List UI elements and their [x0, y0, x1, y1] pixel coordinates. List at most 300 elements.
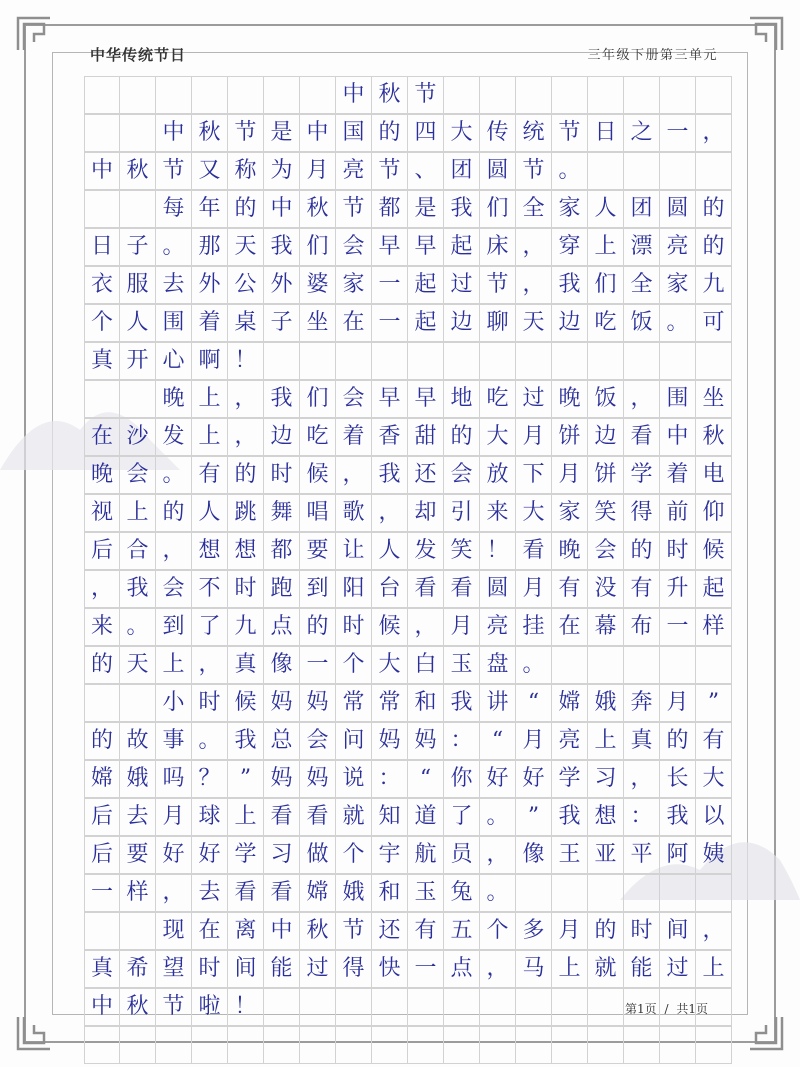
grid-cell — [480, 1027, 516, 1063]
grid-cell — [588, 77, 624, 113]
grid-cell: 你 — [444, 761, 480, 797]
grid-cell: 早 — [372, 229, 408, 265]
grid-cell: 真 — [624, 723, 660, 759]
grid-cell: ， — [84, 571, 120, 607]
grid-cell: 像 — [516, 837, 552, 873]
grid-cell: 笑 — [444, 533, 480, 569]
grid-cell: 开 — [120, 343, 156, 379]
grid-cell: 没 — [588, 571, 624, 607]
header-title: 中华传统节日 — [90, 46, 187, 64]
grid-cell: 发 — [408, 533, 444, 569]
grid-cell — [192, 77, 228, 113]
grid-row — [84, 418, 732, 456]
grid-cell: 事 — [156, 723, 192, 759]
grid-cell: 仰 — [696, 495, 732, 531]
grid-cell: 舞 — [264, 495, 300, 531]
grid-cell: 会 — [336, 229, 372, 265]
grid-cell — [84, 685, 120, 721]
grid-cell: ， — [624, 761, 660, 797]
grid-cell: 有 — [552, 571, 588, 607]
grid-cell: 候 — [300, 457, 336, 493]
grid-cell: 嫦 — [552, 685, 588, 721]
grid-cell: 去 — [120, 799, 156, 835]
grid-row — [84, 836, 732, 874]
grid-cell: 。 — [156, 457, 192, 493]
grid-cell — [588, 153, 624, 189]
grid-cell: 心 — [156, 343, 192, 379]
grid-cell: 能 — [624, 951, 660, 987]
grid-cell: 日 — [588, 115, 624, 151]
grid-cell: 看 — [264, 875, 300, 911]
grid-cell: 秋 — [300, 191, 336, 227]
grid-cell: 问 — [336, 723, 372, 759]
grid-cell: 好 — [516, 761, 552, 797]
grid-row — [84, 646, 732, 684]
grid-cell: 合 — [120, 533, 156, 569]
grid-cell: 家 — [552, 191, 588, 227]
grid-cell — [300, 1027, 336, 1063]
grid-cell — [516, 989, 552, 1025]
grid-cell: 的 — [588, 913, 624, 949]
grid-cell: 人 — [372, 533, 408, 569]
grid-cell: 中 — [300, 115, 336, 151]
grid-cell: ， — [192, 647, 228, 683]
grid-cell — [84, 1027, 120, 1063]
grid-cell: 节 — [336, 913, 372, 949]
grid-cell: 公 — [228, 267, 264, 303]
grid-cell: 月 — [444, 609, 480, 645]
grid-cell: 在 — [192, 913, 228, 949]
grid-cell: ， — [156, 533, 192, 569]
grid-cell — [588, 647, 624, 683]
grid-cell: 兔 — [444, 875, 480, 911]
grid-cell: ， — [228, 381, 264, 417]
grid-cell: 得 — [624, 495, 660, 531]
grid-cell: 。 — [660, 305, 696, 341]
grid-cell: ” — [516, 799, 552, 835]
grid-cell: 边 — [552, 305, 588, 341]
grid-cell — [552, 343, 588, 379]
grid-cell: 边 — [264, 419, 300, 455]
grid-cell: 后 — [84, 533, 120, 569]
grid-cell — [84, 115, 120, 151]
grid-cell: 宇 — [372, 837, 408, 873]
grid-cell: 视 — [84, 495, 120, 531]
grid-cell — [552, 1027, 588, 1063]
grid-cell: 边 — [588, 419, 624, 455]
grid-cell — [84, 381, 120, 417]
grid-cell — [228, 1027, 264, 1063]
grid-cell: 到 — [156, 609, 192, 645]
grid-cell: 中 — [156, 115, 192, 151]
grid-cell: ” — [696, 685, 732, 721]
grid-cell: 们 — [300, 381, 336, 417]
grid-cell: 跳 — [228, 495, 264, 531]
grid-cell: ， — [516, 229, 552, 265]
grid-cell: 坐 — [300, 305, 336, 341]
grid-cell: 时 — [660, 533, 696, 569]
grid-cell: 上 — [696, 951, 732, 987]
grid-row — [84, 494, 732, 532]
grid-cell: 唱 — [300, 495, 336, 531]
grid-cell — [516, 1027, 552, 1063]
grid-cell — [552, 875, 588, 911]
grid-cell: 有 — [624, 571, 660, 607]
grid-cell: 年 — [192, 191, 228, 227]
grid-cell: 会 — [444, 457, 480, 493]
grid-cell — [696, 647, 732, 683]
grid-cell — [264, 989, 300, 1025]
grid-cell: 人 — [588, 191, 624, 227]
grid-cell — [300, 343, 336, 379]
grid-cell: 跑 — [264, 571, 300, 607]
grid-cell: 。 — [480, 875, 516, 911]
page-total: 共1页 — [676, 1002, 708, 1016]
grid-cell: 能 — [264, 951, 300, 987]
grid-cell: 盘 — [480, 647, 516, 683]
grid-cell: 们 — [480, 191, 516, 227]
grid-cell — [624, 77, 660, 113]
corner-ornament-top-left — [14, 14, 54, 54]
grid-cell — [264, 77, 300, 113]
grid-cell: 看 — [444, 571, 480, 607]
grid-cell: 啦 — [192, 989, 228, 1025]
grid-cell: 亚 — [588, 837, 624, 873]
grid-cell: 离 — [228, 913, 264, 949]
grid-cell — [120, 115, 156, 151]
grid-cell: 会 — [336, 381, 372, 417]
grid-cell: 。 — [552, 153, 588, 189]
grid-cell: 。 — [480, 799, 516, 835]
grid-cell: 的 — [624, 533, 660, 569]
grid-cell: 中 — [264, 913, 300, 949]
grid-cell: ！ — [480, 533, 516, 569]
grid-cell: 点 — [264, 609, 300, 645]
grid-cell — [696, 153, 732, 189]
grid-cell: 吃 — [300, 419, 336, 455]
grid-cell: 笑 — [588, 495, 624, 531]
grid-cell — [120, 685, 156, 721]
grid-cell: 像 — [264, 647, 300, 683]
grid-cell — [516, 343, 552, 379]
grid-cell: 秋 — [120, 989, 156, 1025]
grid-cell: 嫦 — [300, 875, 336, 911]
grid-cell: 妈 — [264, 761, 300, 797]
grid-cell: 节 — [156, 989, 192, 1025]
grid-cell: 时 — [192, 685, 228, 721]
grid-cell: 娥 — [588, 685, 624, 721]
grid-cell: 全 — [516, 191, 552, 227]
grid-cell: 亮 — [660, 229, 696, 265]
grid-cell: 升 — [660, 571, 696, 607]
grid-cell: 那 — [192, 229, 228, 265]
grid-cell: 。 — [192, 723, 228, 759]
grid-cell: 国 — [336, 115, 372, 151]
grid-cell: 家 — [552, 495, 588, 531]
grid-cell: 节 — [408, 77, 444, 113]
grid-cell — [120, 913, 156, 949]
grid-cell: 想 — [588, 799, 624, 835]
grid-cell: 后 — [84, 837, 120, 873]
grid-cell: 做 — [300, 837, 336, 873]
grid-cell: 嫦 — [84, 761, 120, 797]
grid-cell: 间 — [228, 951, 264, 987]
grid-cell — [660, 1027, 696, 1063]
grid-cell: 秋 — [120, 153, 156, 189]
grid-cell: 来 — [480, 495, 516, 531]
grid-row — [84, 114, 732, 152]
grid-cell: 九 — [228, 609, 264, 645]
grid-cell: 上 — [156, 647, 192, 683]
page-number: 第1页 — [625, 1002, 657, 1016]
grid-cell: 想 — [192, 533, 228, 569]
grid-cell: 娥 — [120, 761, 156, 797]
grid-cell: 着 — [660, 457, 696, 493]
grid-cell: 饼 — [552, 419, 588, 455]
grid-cell: 个 — [480, 913, 516, 949]
grid-cell: 晚 — [552, 533, 588, 569]
grid-cell: 幕 — [588, 609, 624, 645]
grid-cell: 团 — [624, 191, 660, 227]
grid-cell: 的 — [156, 495, 192, 531]
grid-cell: 天 — [120, 647, 156, 683]
grid-cell: 到 — [300, 571, 336, 607]
grid-row — [84, 912, 732, 950]
grid-cell: ” — [228, 761, 264, 797]
grid-row — [84, 1026, 732, 1064]
grid-cell: 之 — [624, 115, 660, 151]
grid-cell: 过 — [516, 381, 552, 417]
grid-cell: 一 — [408, 951, 444, 987]
grid-cell: 边 — [444, 305, 480, 341]
grid-cell — [336, 343, 372, 379]
grid-cell: 的 — [84, 723, 120, 759]
grid-cell: 看 — [516, 533, 552, 569]
grid-cell: 团 — [444, 153, 480, 189]
grid-cell: 家 — [336, 267, 372, 303]
grid-cell: 中 — [84, 153, 120, 189]
grid-row — [84, 380, 732, 418]
grid-cell: ， — [156, 875, 192, 911]
grid-cell: 总 — [264, 723, 300, 759]
grid-cell: 都 — [264, 533, 300, 569]
grid-cell: 学 — [624, 457, 660, 493]
grid-cell: 起 — [444, 229, 480, 265]
grid-cell: 节 — [552, 115, 588, 151]
grid-cell: 白 — [408, 647, 444, 683]
grid-cell: 挂 — [516, 609, 552, 645]
grid-cell: 我 — [264, 229, 300, 265]
grid-cell: 起 — [408, 267, 444, 303]
grid-cell — [696, 343, 732, 379]
grid-cell: 看 — [624, 419, 660, 455]
grid-cell: 好 — [192, 837, 228, 873]
grid-cell: 是 — [264, 115, 300, 151]
grid-cell: 婆 — [300, 267, 336, 303]
grid-cell: 节 — [336, 191, 372, 227]
grid-cell: 后 — [84, 799, 120, 835]
grid-cell: 点 — [444, 951, 480, 987]
grid-cell: ， — [696, 913, 732, 949]
grid-cell — [624, 1027, 660, 1063]
header-unit: 三年级下册第三单元 — [587, 48, 718, 63]
grid-cell — [228, 77, 264, 113]
grid-cell — [444, 343, 480, 379]
grid-cell: 会 — [300, 723, 336, 759]
grid-row — [84, 266, 732, 304]
grid-row — [84, 76, 732, 114]
grid-cell — [696, 77, 732, 113]
grid-cell: 常 — [336, 685, 372, 721]
grid-cell: 穿 — [552, 229, 588, 265]
grid-cell: 秋 — [372, 77, 408, 113]
grid-cell — [516, 77, 552, 113]
grid-row — [84, 190, 732, 228]
grid-cell: 时 — [336, 609, 372, 645]
grid-cell: 我 — [264, 381, 300, 417]
grid-row — [84, 722, 732, 760]
grid-cell: 、 — [408, 153, 444, 189]
grid-cell: 着 — [192, 305, 228, 341]
grid-cell: 妈 — [264, 685, 300, 721]
grid-cell — [588, 343, 624, 379]
grid-cell: 望 — [156, 951, 192, 987]
grid-cell: 下 — [516, 457, 552, 493]
grid-row — [84, 874, 732, 912]
grid-cell: 亮 — [552, 723, 588, 759]
grid-cell: 候 — [372, 609, 408, 645]
grid-cell — [552, 647, 588, 683]
grid-cell: 时 — [264, 457, 300, 493]
grid-cell: 妈 — [300, 685, 336, 721]
grid-cell: 会 — [120, 457, 156, 493]
grid-cell: 歌 — [336, 495, 372, 531]
grid-cell: 一 — [300, 647, 336, 683]
grid-row — [84, 228, 732, 266]
grid-cell — [444, 1027, 480, 1063]
grid-cell: ， — [480, 951, 516, 987]
grid-cell: 饭 — [624, 305, 660, 341]
grid-cell: 小 — [156, 685, 192, 721]
grid-cell: 子 — [120, 229, 156, 265]
grid-cell: ， — [624, 381, 660, 417]
grid-cell: 我 — [552, 267, 588, 303]
grid-cell: 前 — [660, 495, 696, 531]
grid-cell: 一 — [660, 609, 696, 645]
grid-cell: ： — [624, 799, 660, 835]
grid-cell: 还 — [372, 913, 408, 949]
grid-cell — [660, 875, 696, 911]
grid-row — [84, 342, 732, 380]
page-footer — [623, 1000, 710, 1017]
grid-cell: 引 — [444, 495, 480, 531]
grid-cell: 吃 — [588, 305, 624, 341]
grid-cell: 希 — [120, 951, 156, 987]
grid-cell: ， — [408, 609, 444, 645]
grid-cell: 我 — [120, 571, 156, 607]
grid-cell: 甜 — [408, 419, 444, 455]
grid-cell: 航 — [408, 837, 444, 873]
grid-cell: 真 — [84, 951, 120, 987]
corner-ornament-bottom-right — [746, 1013, 786, 1053]
grid-row — [84, 152, 732, 190]
grid-cell: 知 — [372, 799, 408, 835]
grid-cell: 大 — [372, 647, 408, 683]
grid-cell: 大 — [696, 761, 732, 797]
grid-cell — [696, 875, 732, 911]
grid-cell — [300, 77, 336, 113]
grid-cell: 一 — [660, 115, 696, 151]
grid-cell: 可 — [696, 305, 732, 341]
grid-cell: 时 — [624, 913, 660, 949]
grid-cell — [408, 343, 444, 379]
grid-cell: 外 — [264, 267, 300, 303]
grid-cell — [120, 191, 156, 227]
grid-row — [84, 570, 732, 608]
grid-cell — [120, 77, 156, 113]
grid-cell: ， — [228, 419, 264, 455]
grid-cell: 围 — [660, 381, 696, 417]
grid-cell: 一 — [372, 305, 408, 341]
grid-cell: 和 — [372, 875, 408, 911]
grid-cell: 的 — [228, 191, 264, 227]
grid-cell — [480, 989, 516, 1025]
grid-cell: 马 — [516, 951, 552, 987]
grid-cell: 聊 — [480, 305, 516, 341]
grid-cell: 中 — [84, 989, 120, 1025]
grid-cell — [660, 647, 696, 683]
grid-cell — [408, 989, 444, 1025]
grid-cell: 节 — [372, 153, 408, 189]
grid-cell: 候 — [228, 685, 264, 721]
grid-cell: 员 — [444, 837, 480, 873]
grid-cell — [156, 1027, 192, 1063]
grid-cell: 样 — [696, 609, 732, 645]
grid-cell — [624, 647, 660, 683]
grid-cell — [372, 343, 408, 379]
grid-cell: 要 — [120, 837, 156, 873]
grid-cell: 沙 — [120, 419, 156, 455]
grid-row — [84, 684, 732, 722]
grid-cell: 去 — [156, 267, 192, 303]
grid-cell: 妈 — [300, 761, 336, 797]
grid-cell: 想 — [228, 533, 264, 569]
grid-cell: 就 — [336, 799, 372, 835]
grid-cell: 的 — [696, 191, 732, 227]
grid-cell: 都 — [372, 191, 408, 227]
grid-cell: 却 — [408, 495, 444, 531]
grid-cell: 说 — [336, 761, 372, 797]
grid-cell: 要 — [300, 533, 336, 569]
grid-row — [84, 304, 732, 342]
grid-cell: 我 — [444, 191, 480, 227]
grid-cell: 布 — [624, 609, 660, 645]
grid-cell: 长 — [660, 761, 696, 797]
grid-cell: 衣 — [84, 267, 120, 303]
grid-cell: 快 — [372, 951, 408, 987]
grid-cell: 月 — [552, 457, 588, 493]
grid-cell: 服 — [120, 267, 156, 303]
grid-cell: ： — [444, 723, 480, 759]
grid-cell: 的 — [228, 457, 264, 493]
grid-cell: 就 — [588, 951, 624, 987]
grid-cell: 台 — [372, 571, 408, 607]
grid-cell: 月 — [516, 419, 552, 455]
grid-cell: 每 — [156, 191, 192, 227]
grid-cell: 亮 — [480, 609, 516, 645]
grid-cell: 真 — [228, 647, 264, 683]
grid-cell — [192, 1027, 228, 1063]
